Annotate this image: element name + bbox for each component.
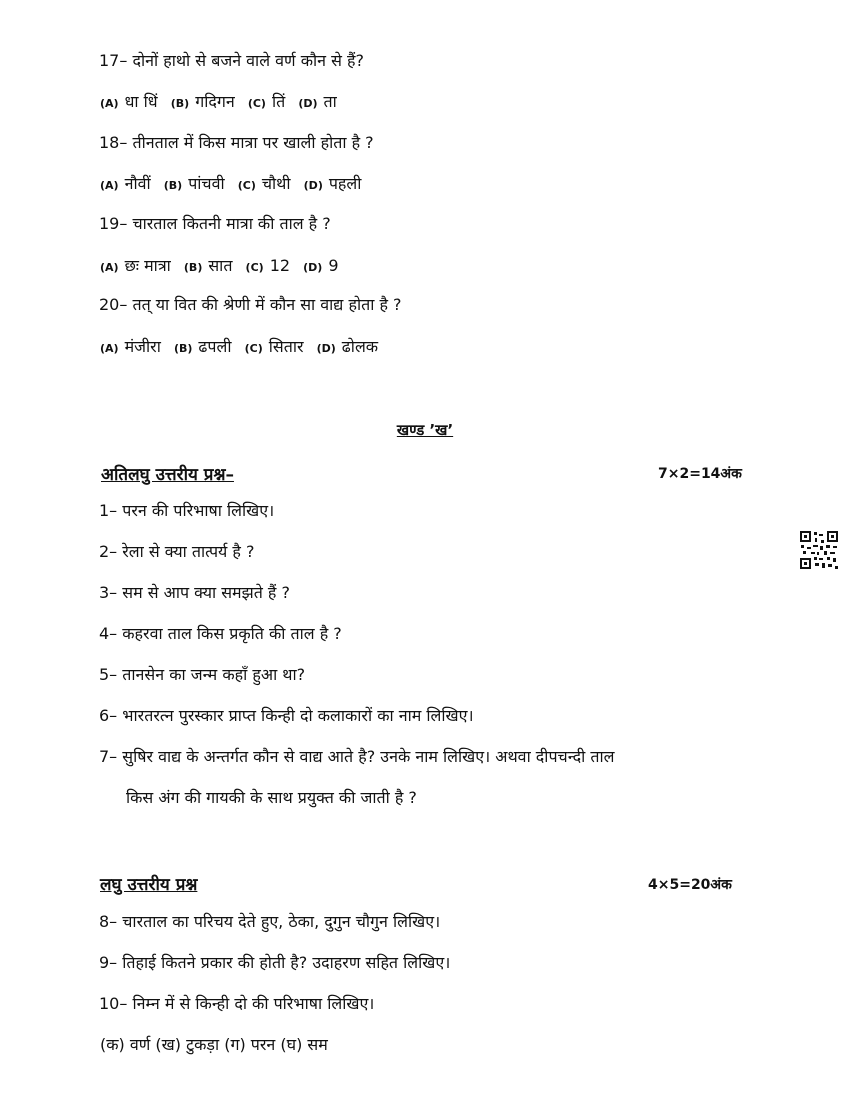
option-text: पांचवी <box>188 174 225 193</box>
question-20: 20– तत् या वित की श्रेणी में कौन सा वाद्य होता है ? <box>99 295 402 314</box>
option-text: तिं <box>271 92 286 111</box>
short-heading: लघु उत्तरीय प्रश्न <box>100 875 198 895</box>
option-label: (A) <box>100 261 119 274</box>
option-label: (C) <box>244 342 263 355</box>
question-7-continuation: किस अंग की गायकी के साथ प्रयुक्त की जाती है ? <box>126 788 417 807</box>
option-label: (B) <box>173 342 193 355</box>
question-4: 4– कहरवा ताल किस प्रकृति की ताल है ? <box>99 624 342 643</box>
very-short-marks: 7×2=14अंक <box>658 466 742 482</box>
option-label: (D) <box>316 342 336 355</box>
option-label: (B) <box>170 97 190 110</box>
question-19-options <box>100 258 347 274</box>
option-label: (D) <box>298 97 318 110</box>
short-marks: 4×5=20अंक <box>648 877 732 893</box>
question-9: 9– तिहाई कितने प्रकार की होती है? उदाहरण सहित लिखिए। <box>99 953 451 972</box>
option-text: सितार <box>268 337 304 356</box>
question-10: 10– निम्न में से किन्ही दो की परिभाषा लिखिए। <box>99 994 375 1013</box>
option-label: (D) <box>303 179 323 192</box>
option-text: ता <box>323 92 337 111</box>
option-text: धा धिं <box>124 92 158 111</box>
question-17: 17– दोनों हाथो से बजने वाले वर्ण कौन से हैं? <box>99 51 364 70</box>
section-title: खण्ड ’ख’ <box>396 421 454 439</box>
question-2: 2– रेला से क्या तात्पर्य है ? <box>99 542 255 561</box>
option-text: मंजीरा <box>124 337 161 356</box>
option-label: (A) <box>100 342 119 355</box>
option-label: (B) <box>183 261 203 274</box>
option-text: छः मात्रा <box>124 256 171 275</box>
question-19: 19– चारताल कितनी मात्रा की ताल है ? <box>99 214 331 233</box>
option-label: (D) <box>303 261 323 274</box>
question-18: 18– तीनताल में किस मात्रा पर खाली होता है ? <box>99 133 374 152</box>
question-8: 8– चारताल का परिचय देते हुए, ठेका, दुगुन चौगुन लिखिए। <box>99 912 441 931</box>
option-text: ढोलक <box>341 337 379 356</box>
option-label: (C) <box>245 261 264 274</box>
option-label: (A) <box>100 97 119 110</box>
option-label: (C) <box>237 179 256 192</box>
option-text: चौथी <box>261 174 291 193</box>
option-text: 12 <box>269 256 291 275</box>
question-20-options <box>100 339 386 355</box>
question-6: 6– भारतरत्न पुरस्कार प्राप्त किन्ही दो कलाकारों का नाम लिखिए। <box>99 706 474 725</box>
option-text: ढपली <box>198 337 232 356</box>
option-text: सात <box>208 256 233 275</box>
option-label: (B) <box>163 179 183 192</box>
question-10-options: (क) वर्ण (ख) टुकड़ा (ग) परन (घ) सम <box>100 1035 328 1054</box>
option-text: गदिगन <box>195 92 235 111</box>
question-3: 3– सम से आप क्या समझते हैं ? <box>99 583 290 602</box>
option-label: (A) <box>100 179 119 192</box>
question-17-options <box>100 94 345 110</box>
option-text: 9 <box>328 256 339 275</box>
option-label: (C) <box>247 97 266 110</box>
question-5: 5– तानसेन का जन्म कहाँ हुआ था? <box>99 665 306 684</box>
question-1: 1– परन की परिभाषा लिखिए। <box>99 501 275 520</box>
qr-code-icon <box>799 530 839 570</box>
option-text: नौवीं <box>124 174 151 193</box>
question-18-options <box>100 176 369 192</box>
option-text: पहली <box>328 174 362 193</box>
question-7: 7– सुषिर वाद्य के अन्तर्गत कौन से वाद्य आते है? उनके नाम लिखिए। अथवा दीपचन्दी ताल <box>99 747 615 766</box>
very-short-heading: अतिलघु उत्तरीय प्रश्न– <box>101 465 234 485</box>
